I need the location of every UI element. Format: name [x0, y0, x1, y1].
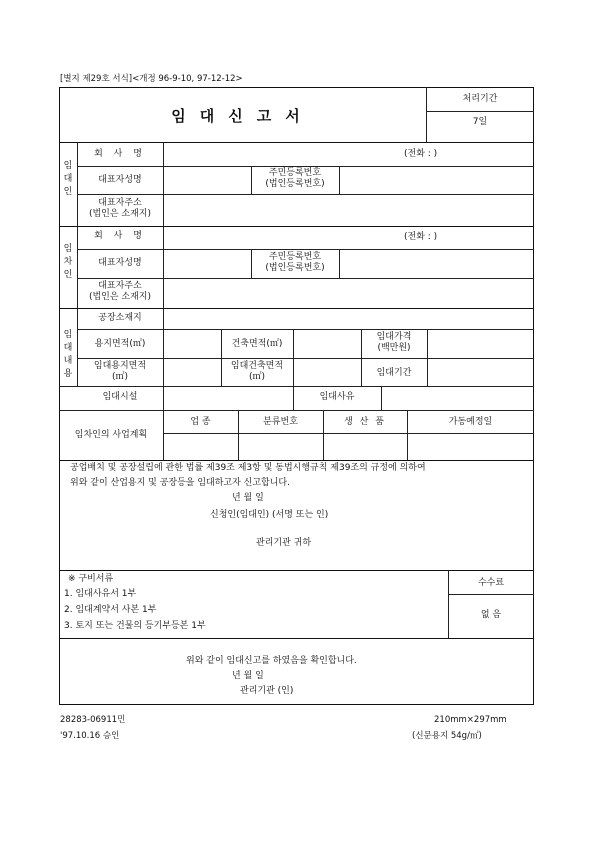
addressee-line: 관리기관 귀하: [256, 538, 312, 548]
lease-section-label: 임 대 내 용: [63, 330, 73, 379]
lease-land-area-input[interactable]: [164, 359, 220, 385]
business-plan-col-class-no: 분류번호: [263, 417, 298, 427]
declaration-line-2: 위와 같이 산업용지 및 공장등을 임대하고자 신고합니다.: [70, 478, 290, 488]
lease-facility-label: 임대시설: [102, 392, 138, 402]
class-no-input[interactable]: [239, 434, 322, 459]
processing-period-value: 7일: [472, 117, 488, 127]
lessor-reg-label: 주민등록번호 (법인등록번호): [265, 168, 325, 189]
fee-label: 수수료: [477, 578, 505, 588]
lessee-section-label: 임 차 인: [63, 244, 73, 280]
lessor-address-label: 대표자주소 (법인은 소재지): [88, 198, 152, 219]
form-title: 임대신고서: [171, 107, 314, 125]
business-plan-label: 임차인의 사업계획: [74, 430, 148, 440]
start-date-input[interactable]: [408, 434, 533, 459]
land-area-input[interactable]: [164, 330, 220, 357]
approval-date: '97.10.16 승인: [60, 731, 120, 741]
lessee-rep-name-label: 대표자성명: [98, 258, 142, 268]
lessor-phone-label: (전화 : ): [404, 149, 438, 159]
lessor-address-input[interactable]: [164, 195, 533, 225]
building-area-input[interactable]: [294, 330, 360, 357]
business-plan-col-product: 생 산 품: [344, 417, 386, 427]
lessor-company-label: 회 사 명: [94, 149, 146, 159]
paper-size: 210mm×297mm: [434, 715, 507, 725]
lease-price-input[interactable]: [428, 330, 533, 357]
document-item: 3. 토지 또는 건물의 등기부등본 1부: [64, 621, 206, 631]
form-reference: [별지 제29호 서식]<개정 96-9-10, 97-12-12>: [60, 74, 243, 84]
lease-period-label: 임대기간: [376, 368, 412, 378]
lessee-reg-label: 주민등록번호 (법인등록번호): [265, 252, 325, 273]
lessor-section-label: 임 대 인: [63, 161, 73, 197]
document-item: 2. 임대계약서 사본 1부: [64, 605, 157, 615]
lessor-rep-name-label: 대표자성명: [98, 175, 142, 185]
lease-period-input[interactable]: [428, 359, 533, 385]
lease-reason-input[interactable]: [382, 387, 533, 409]
lease-building-area-label: 임대건축면적 (㎡): [230, 361, 284, 382]
documents-heading: ※ 구비서류: [68, 574, 114, 584]
business-plan-col-industry: 업 종: [190, 417, 211, 427]
lessee-reg-input[interactable]: [340, 250, 533, 277]
form-code: 28283-06911민: [60, 715, 126, 725]
building-area-label: 건축면적(㎡): [231, 339, 283, 349]
lessor-rep-name-input[interactable]: [164, 167, 250, 193]
business-plan-col-start-date: 가동예정일: [448, 417, 493, 427]
lessee-address-label: 대표자주소 (법인은 소재지): [88, 281, 152, 302]
factory-location-label: 공장소재지: [98, 313, 142, 323]
lease-building-area-input[interactable]: [294, 359, 360, 385]
land-area-label: 용지면적(㎡): [94, 339, 146, 349]
document-item: 1. 임대사유서 1부: [64, 589, 137, 599]
factory-location-input[interactable]: [164, 309, 533, 328]
declaration-line-1: 공업배치 및 공장설립에 관한 법률 제39조 제3항 및 동법시행규칙 제39조의 규정에 의하여: [70, 463, 426, 473]
paper-type: (신문용지 54g/㎡): [412, 731, 482, 741]
processing-period-label: 처리기간: [462, 94, 498, 104]
signature-field[interactable]: [294, 507, 374, 522]
lessee-phone-label: (전화 : ): [404, 232, 438, 242]
lessee-company-input[interactable]: [164, 227, 532, 248]
industry-input[interactable]: [164, 434, 237, 459]
lessor-reg-input[interactable]: [340, 167, 533, 193]
confirmation-authority: 관리기관 (인): [240, 686, 294, 696]
applicant-line: 신청인(임대인) (서명 또는 인): [210, 510, 329, 520]
fee-value: 없 음: [480, 610, 502, 620]
lessee-rep-name-input[interactable]: [164, 250, 250, 277]
confirmation-date: 년 월 일: [232, 671, 264, 681]
lessee-company-label: 회 사 명: [94, 231, 146, 241]
lease-land-area-label: 임대용지면적 (㎡): [93, 361, 147, 382]
product-input[interactable]: [324, 434, 406, 459]
lessee-address-input[interactable]: [164, 279, 533, 307]
lease-reason-label: 임대사유: [319, 392, 355, 402]
lessor-company-input[interactable]: [164, 148, 532, 164]
lease-facility-input[interactable]: [164, 387, 292, 409]
declaration-date: 년 월 일: [232, 493, 264, 503]
lease-price-label: 임대가격 (백만원): [376, 332, 412, 353]
confirmation-line: 위와 같이 임대신고를 하였음을 확인합니다.: [186, 656, 357, 666]
